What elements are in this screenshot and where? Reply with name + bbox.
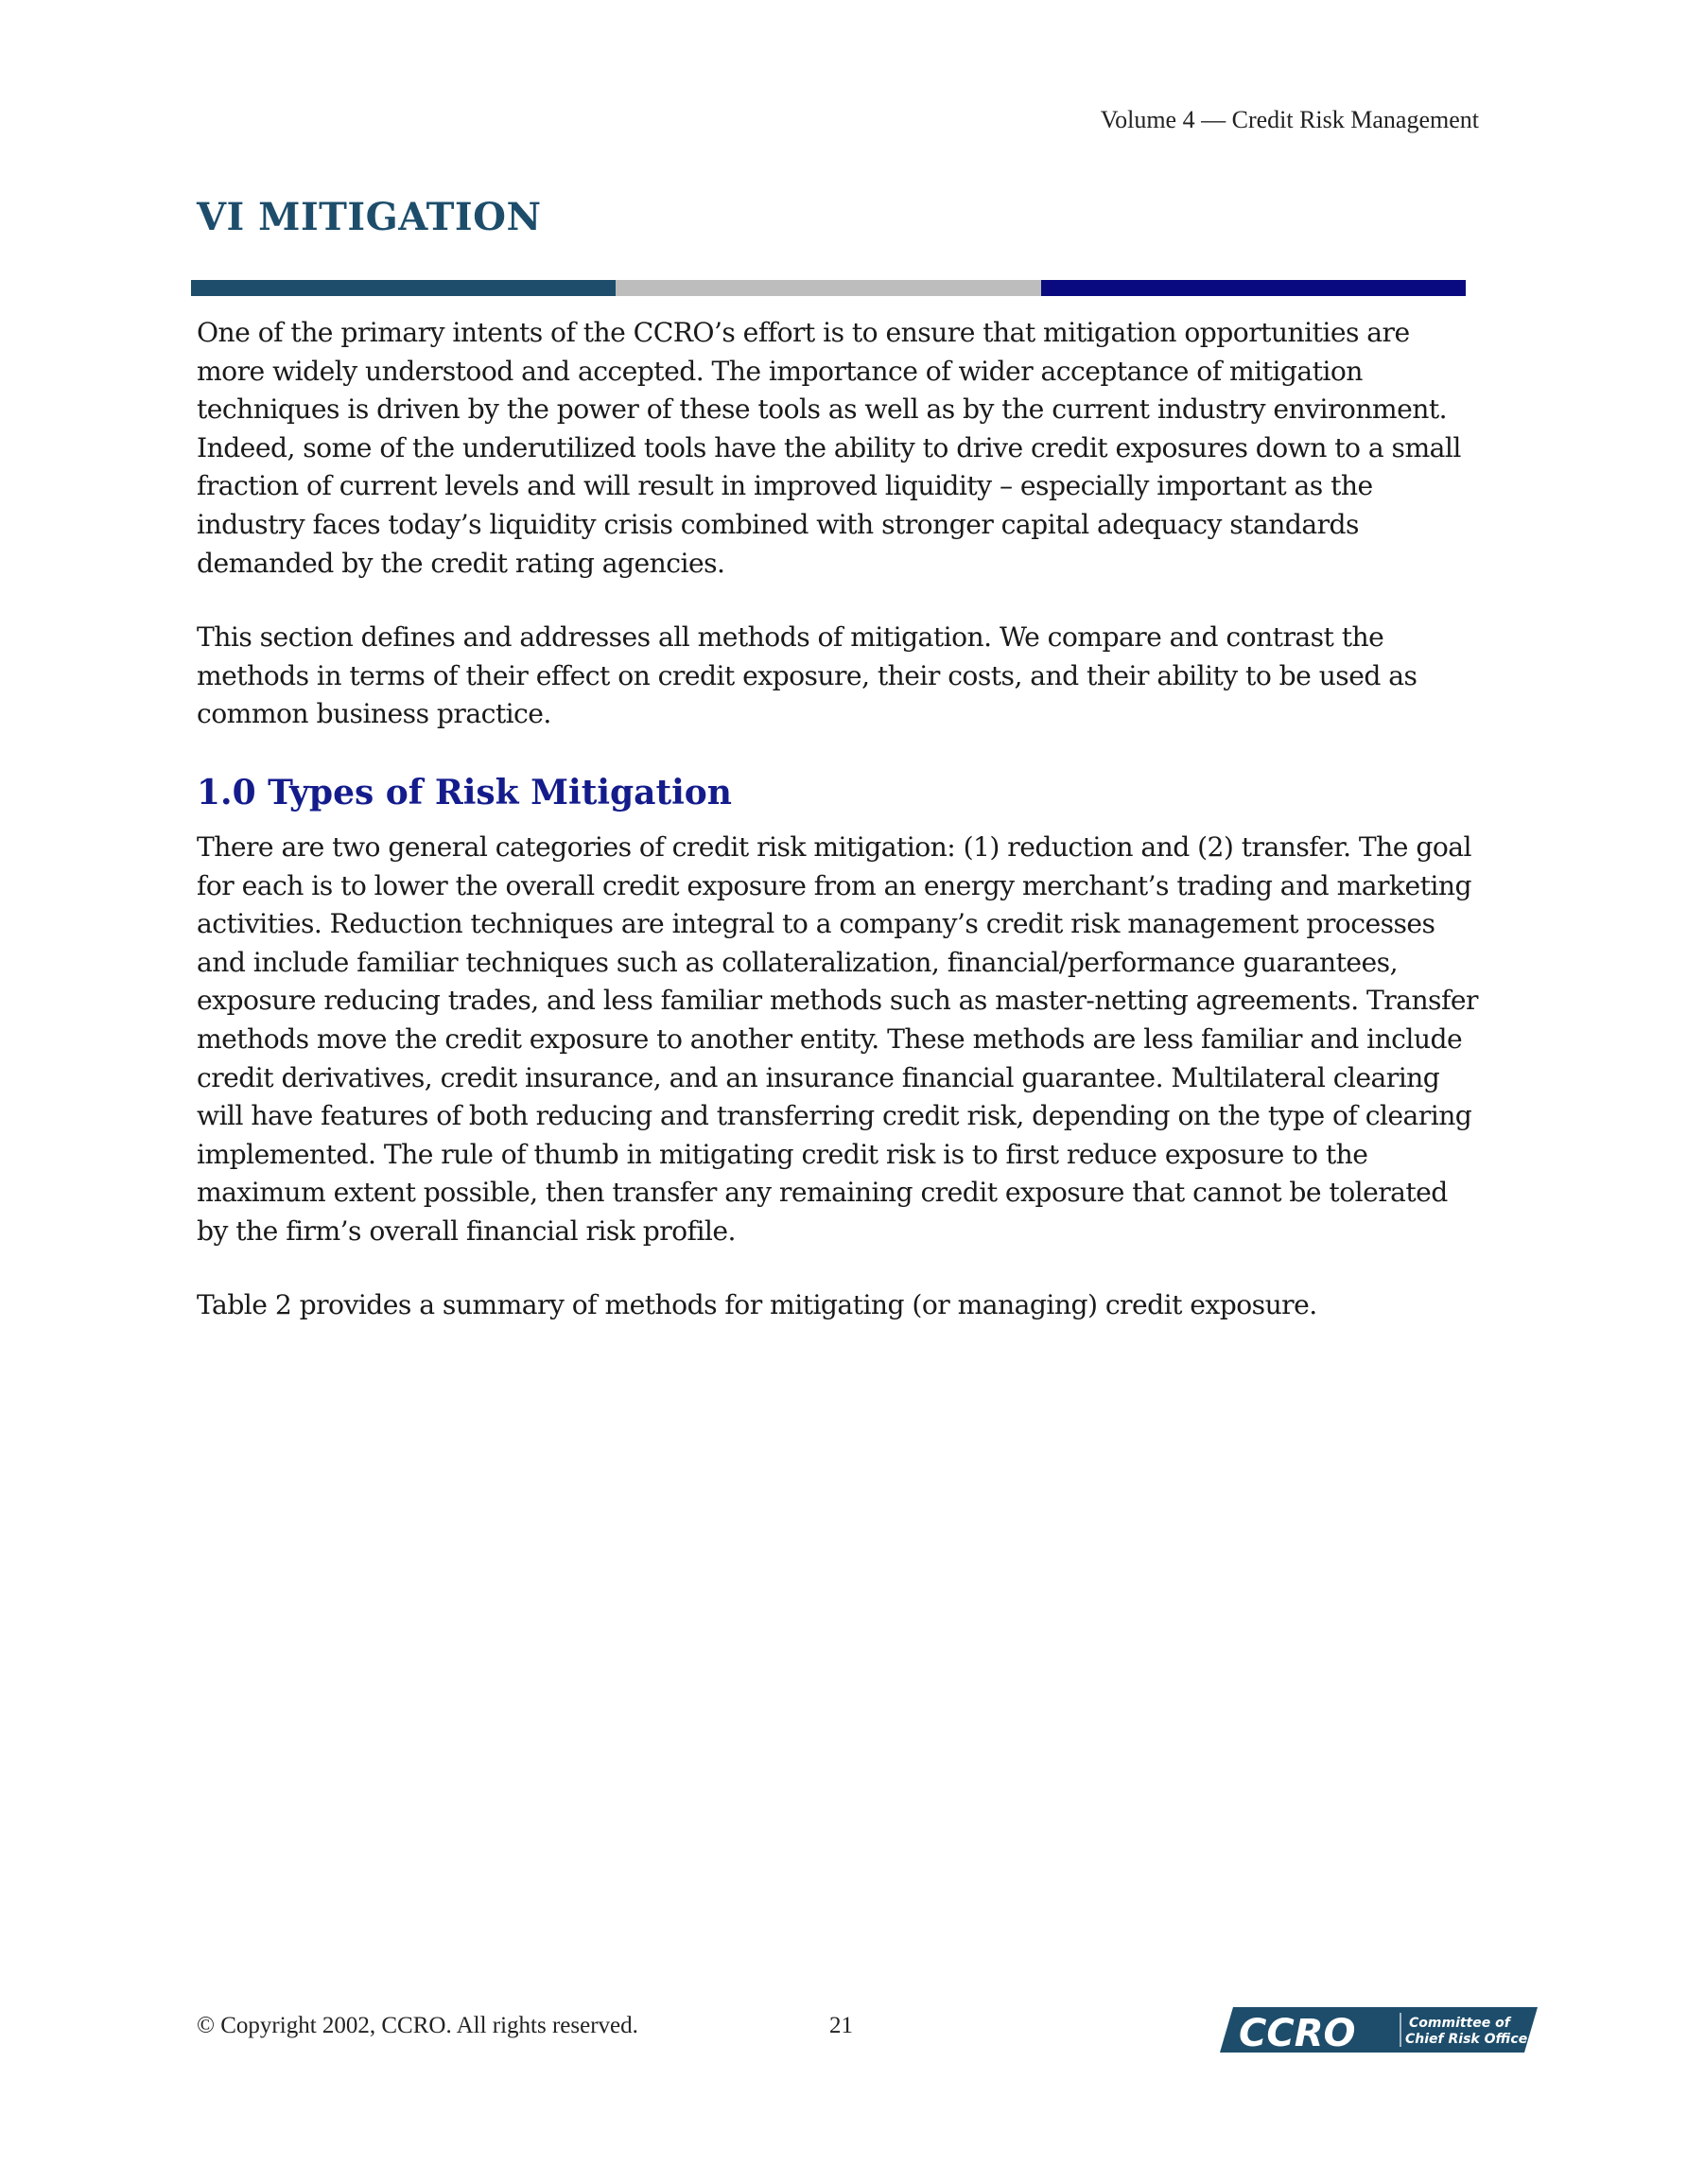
body-paragraph: There are two general categories of credit risk mitigation: (1) reduction and (2) transfer. The goal for each is to lower the overall credit exposure from an energy merchant’s trading and marketing activities. Reduction techniques are integral to a company’s credit risk management processes and include familiar techniques such as collateralization, financial/performance guarantees, exposure reducing trades, and less familiar methods such as master-netting agreements. Transfer methods move the credit exposure to another entity. These methods are less familiar and include credit derivatives, credit insurance, and an insurance financial guarantee. Multilateral clearing will have features of both reducing and transferring credit risk, depending on the type of clearing implemented. The rule of thumb in mitigating credit risk is to first reduce exposure to the maximum extent possible, then transfer any remaining credit exposure that cannot be tolerated by the firm’s overall financial risk profile. [197,830,1478,1247]
logo-tagline-line-2: Chief Risk Officers [1405,2032,1541,2047]
body-paragraph: Table 2 provides a summary of methods for mitigating (or managing) credit exposure. [197,1289,1317,1321]
section-title: VI MITIGATION [197,195,542,239]
logo-tagline-line-1: Committee of [1409,2016,1510,2031]
intro-paragraph: One of the primary intents of the CCRO’s effort is to ensure that mitigation opportunities are more widely understood and accepted. The importance of wider acceptance of mitigation techniques is driven by the power of these tools as well as by the current industry environment. Indeed, some of the underutilized tools have the ability to drive credit exposures down to a small fraction of current levels and will result in improved liquidity – especially important as the industry faces today’s liquidity crisis combined with stronger capital adequacy standards demanded by the credit rating agencies. [197,317,1461,579]
color-bar-segment-navy [1041,280,1466,296]
color-bar-segment-gray [616,280,1040,296]
running-header: Volume 4 — Credit Risk Management [1100,106,1479,133]
subsection-heading: 1.0 Types of Risk Mitigation [197,772,732,812]
section-color-bar [191,280,1466,296]
intro-paragraph: This section defines and addresses all methods of mitigation. We compare and contrast the methods in terms of their effect on credit exposure, their costs, and their ability to be used as common business practice. [197,621,1417,730]
page-number: 21 [829,2013,853,2038]
color-bar-segment-teal [191,280,616,296]
logo-wordmark: CCRO [1239,2012,1356,2055]
footer-copyright: © Copyright 2002, CCRO. All rights reserved. [197,2013,638,2038]
page-content [197,314,1483,1361]
ccro-logo [1220,2003,1541,2056]
